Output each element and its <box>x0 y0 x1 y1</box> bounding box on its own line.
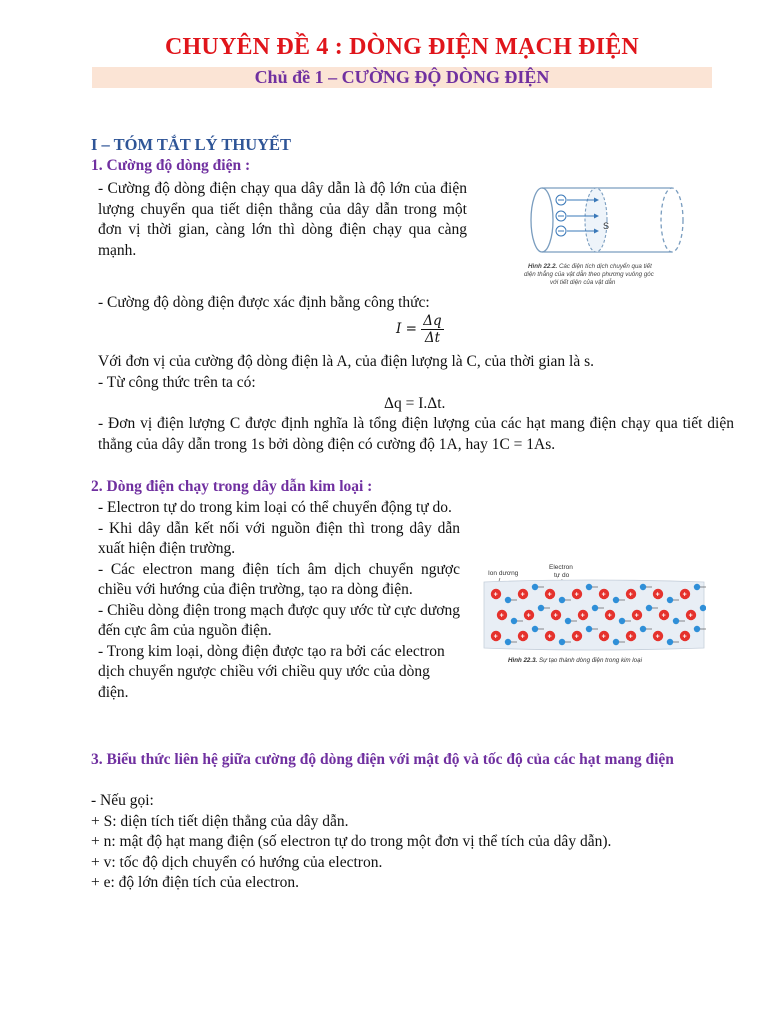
conductor-cylinder-diagram <box>520 180 698 295</box>
electron-icon <box>673 618 679 624</box>
svg-text:+: + <box>655 633 660 641</box>
list-item: + v: tốc độ dịch chuyển có hướng của electron. <box>91 853 383 871</box>
formula-fraction <box>421 313 443 346</box>
figure2-caption-rest: Sự tạo thành dòng điện trong kim loại <box>537 657 642 664</box>
list-item: - Chiều dòng điện trong mạch được quy ước từ cực dương đến cực âm của nguồn điện. <box>98 601 460 639</box>
electron-icon <box>538 605 544 611</box>
electron-icon <box>640 626 646 632</box>
list-item: - Trong kim loại, dòng điện được tạo ra bởi các electron dịch chuyển ngược chiều với chiều quy ước của dòng điện. <box>98 642 445 701</box>
electron-icon <box>694 584 700 590</box>
svg-text:+: + <box>574 591 579 599</box>
svg-text:+: + <box>553 612 558 620</box>
figure-metal-lattice <box>478 558 706 670</box>
figure1-caption-label: Hình 22.2. <box>528 263 558 270</box>
svg-text:+: + <box>628 591 633 599</box>
list-item: - Electron tự do trong kim loại có thể chuyển động tự do. <box>98 499 452 516</box>
electron-icon <box>592 605 598 611</box>
formula-numerator: Δq <box>423 313 442 329</box>
electron-icon <box>559 597 565 603</box>
list-item: - Khi dây dẫn kết nối với nguồn điện thì trong dây dẫn xuất hiện điện trường. <box>98 519 460 557</box>
list-item: - Các electron mang điện tích âm dịch chuyển ngược chiều với hướng của điện trường, tạo ra dòng điện. <box>98 560 460 598</box>
electron-icon <box>613 597 619 603</box>
svg-text:+: + <box>601 591 606 599</box>
section-label-s: S <box>603 221 610 231</box>
page-title: CHUYÊN ĐỀ 4 : DÒNG ĐIỆN MẠCH ĐIỆN <box>165 34 639 60</box>
formula-denominator: Δt <box>424 330 441 346</box>
svg-text:+: + <box>607 612 612 620</box>
svg-text:+: + <box>493 591 498 599</box>
list-item: + S: diện tích tiết diện thẳng của dây dẫn. <box>91 812 349 830</box>
electron-icon <box>619 618 625 624</box>
svg-text:+: + <box>499 612 504 620</box>
paragraph-coulomb: - Đơn vị điện lượng C được định nghĩa là tổng điện lượng của các hạt mang điện chạy qua tiết diện thẳng của dây dẫn trong 1s bởi dòng điện có cường độ 1A, hay 1C = 1As. <box>98 415 734 453</box>
definitions-list <box>91 791 751 894</box>
electron-icon <box>694 626 700 632</box>
electron-icon <box>700 605 706 611</box>
figure-charge-flow <box>520 180 698 295</box>
figure1-caption-line3: với tiết diện của vật dẫn <box>550 279 616 286</box>
svg-text:+: + <box>547 591 552 599</box>
paragraph-formula-intro: - Cường độ dòng điện được xác định bằng công thức: <box>98 294 430 311</box>
paragraph-units: Với đơn vị của cường độ dòng điện là A, của điện lượng là C, của thời gian là s. <box>98 353 594 370</box>
subsection-3-heading: 3. Biểu thức liên hệ giữa cường độ dòng điện với mật độ và tốc độ của các hạt mang điện <box>91 751 674 768</box>
subsection-2-heading: 2. Dòng điện chạy trong dây dẫn kim loại : <box>91 478 373 495</box>
label-free-electron-2: tự do <box>554 572 570 579</box>
electron-icon <box>505 639 511 645</box>
svg-text:Hình 22.3. Sự tạo thành dòng đ <box>508 657 643 664</box>
subsection-1-heading: 1. Cường độ dòng điện : <box>91 157 251 174</box>
electron-icon <box>532 584 538 590</box>
section-heading: I – TÓM TẮT LÝ THUYẾT <box>91 135 292 154</box>
formula-current <box>396 313 444 346</box>
svg-text:+: + <box>520 633 525 641</box>
metal-current-list <box>98 498 460 703</box>
svg-text:+: + <box>493 633 498 641</box>
svg-text:+: + <box>601 633 606 641</box>
label-free-electron-1: Electron <box>549 564 573 571</box>
electron-icon <box>559 639 565 645</box>
electron-icon <box>667 597 673 603</box>
list-item: + n: mật độ hạt mang điện (số electron tự do trong một đơn vị thể tích của dây dẫn). <box>91 833 612 850</box>
label-positive-ion: Ion dương <box>488 570 519 577</box>
paragraph-definition: - Cường độ dòng điện chạy qua dây dẫn là độ lớn của điện lượng chuyển qua tiết diện thẳng của dây dẫn trong một đơn vị thời gian, càng lớn thì dòng điện chạy qua càng mạnh. <box>98 180 467 260</box>
svg-text:+: + <box>526 612 531 620</box>
svg-text:+: + <box>547 633 552 641</box>
electron-icon <box>565 618 571 624</box>
electron-icon <box>505 597 511 603</box>
page-subtitle: Chủ đề 1 – CƯỜNG ĐỘ DÒNG ĐIỆN <box>254 67 550 87</box>
svg-text:+: + <box>661 612 666 620</box>
electron-icon <box>532 626 538 632</box>
electron-icon <box>586 584 592 590</box>
svg-text:+: + <box>628 633 633 641</box>
metal-lattice-diagram <box>478 558 706 670</box>
figure1-caption-line1: Các điện tích dịch chuyển qua tiết <box>557 263 652 270</box>
svg-text:+: + <box>655 591 660 599</box>
paragraph-derive: - Từ công thức trên ta có: <box>98 374 256 391</box>
svg-text:+: + <box>688 612 693 620</box>
svg-text:+: + <box>574 633 579 641</box>
electron-icon <box>667 639 673 645</box>
figure1-caption-line2: diện thẳng của vật dẫn theo phương vuông góc <box>524 271 654 278</box>
electron-icon <box>646 605 652 611</box>
figure2-caption-label: Hình 22.3. <box>508 657 538 664</box>
svg-text:+: + <box>634 612 639 620</box>
svg-text:+: + <box>682 591 687 599</box>
svg-text:Hình 22.2. Các điện tích dịch <box>528 263 652 270</box>
electron-icon <box>640 584 646 590</box>
svg-text:+: + <box>520 591 525 599</box>
electron-icon <box>511 618 517 624</box>
electron-icon <box>586 626 592 632</box>
list-item: + e: độ lớn điện tích của electron. <box>91 874 300 891</box>
list-item: - Nếu gọi: <box>91 792 154 809</box>
formula-charge: Δq = I.Δt. <box>384 395 446 412</box>
svg-text:+: + <box>682 633 687 641</box>
formula-lhs: I = <box>396 321 417 337</box>
electron-icon <box>613 639 619 645</box>
svg-text:+: + <box>580 612 585 620</box>
